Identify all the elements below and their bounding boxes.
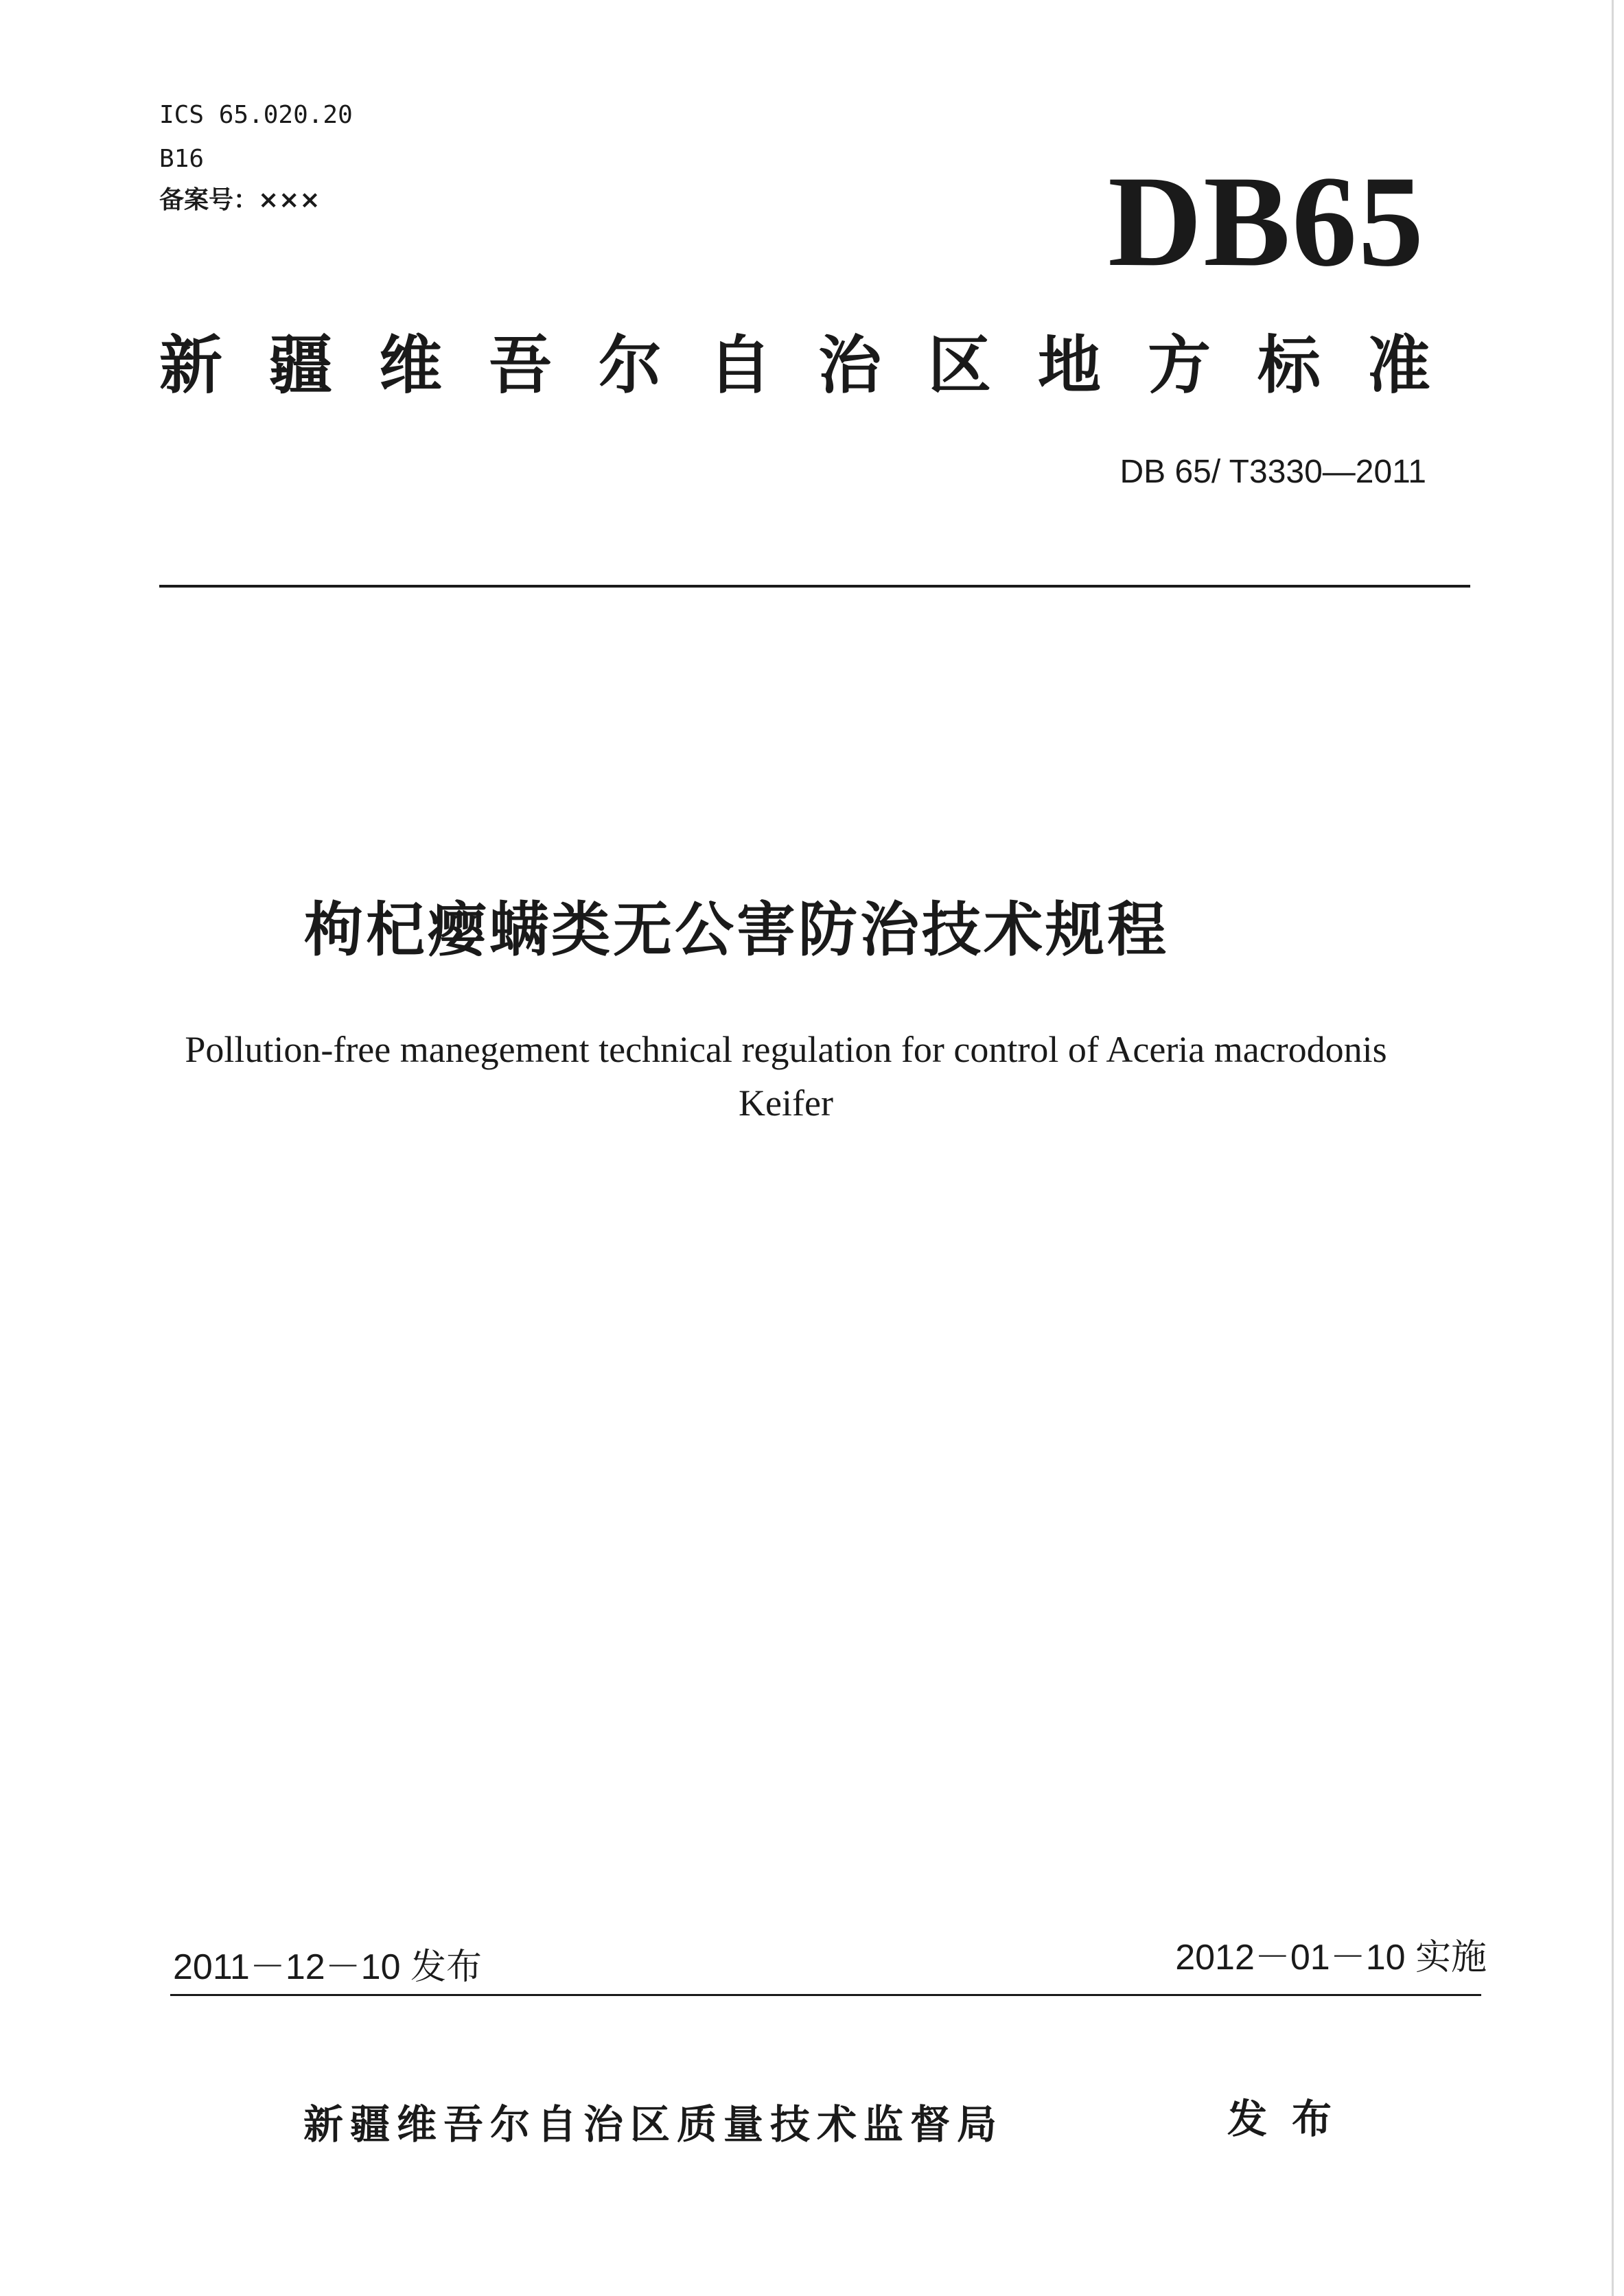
standard-code-logo: DB65 [1108, 150, 1425, 294]
issue-date: 2011－12－10 发布 [173, 1947, 482, 1987]
implementation-date: 2012－01－10 实施 [1175, 1938, 1487, 1978]
issuing-authority: 新疆维吾尔自治区质量技术监督局 [303, 2101, 1004, 2148]
ics-code: ICS 65.020.20 [159, 101, 353, 129]
scan-edge-shadow [1612, 0, 1614, 2296]
document-title-english: Pollution-free manegement technical regulation for control of Aceria macrodonis Keifer [185, 1029, 1387, 1124]
standard-level-heading: 新疆维吾尔自治区地方标准 [159, 329, 1478, 402]
standard-number: DB 65/ T3330—2011 [1120, 454, 1426, 490]
issuing-action: 发布 [1227, 2096, 1357, 2142]
footer-divider [170, 1994, 1481, 1996]
filing-number: 备案号：××× [159, 186, 321, 214]
ccs-code: B16 [159, 145, 205, 173]
header-divider [159, 585, 1470, 588]
document-title-chinese: 枸杞瘿螨类无公害防治技术规程 [304, 896, 1169, 964]
